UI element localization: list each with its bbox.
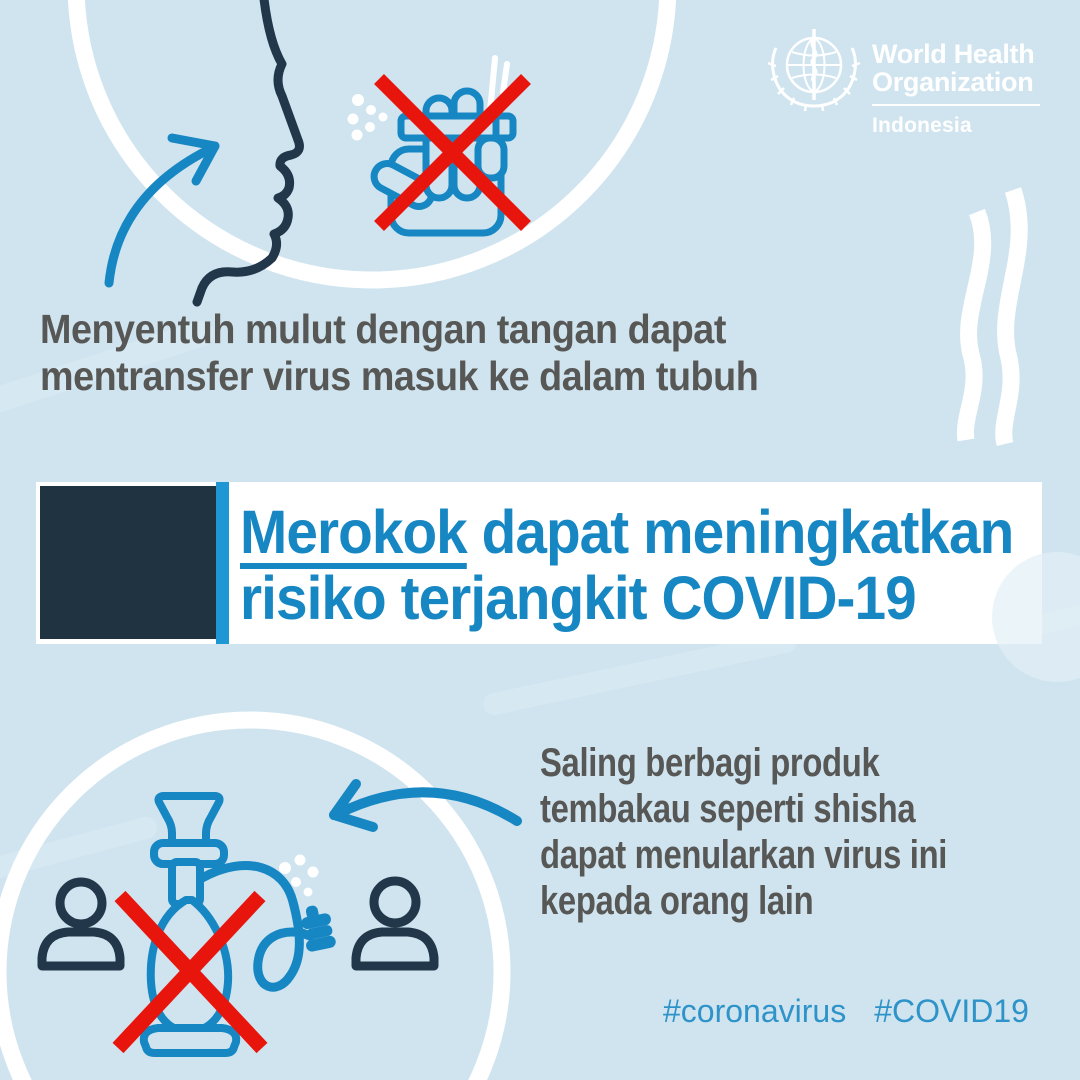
headline-line1-rest: dapat meningkatkan xyxy=(466,498,1014,566)
headline-accent-stripe xyxy=(216,482,229,644)
who-logo xyxy=(764,22,1054,152)
fact-bottom-text xyxy=(540,740,947,924)
top-circle-frame xyxy=(76,0,668,280)
who-logo-divider xyxy=(872,104,1040,106)
who-logo-country: Indonesia xyxy=(872,114,972,137)
headline-text xyxy=(240,499,1013,631)
fact-top-text xyxy=(40,306,758,400)
fact-bottom-line1: Saling berbagi produk xyxy=(540,741,880,785)
fact-bottom-line3: dapat menularkan virus ini xyxy=(540,833,948,877)
headline-underlined-word: Merokok xyxy=(240,498,467,566)
hookah-mouthpiece xyxy=(298,902,337,952)
curved-arrow-icon xyxy=(334,784,517,827)
headline-line1 xyxy=(240,499,1013,565)
who-logo-line2: Organization xyxy=(872,67,1034,97)
person-icon xyxy=(42,882,120,966)
person-icon xyxy=(356,881,434,966)
headline-dark-block xyxy=(40,486,216,639)
droplets-icon xyxy=(348,94,388,141)
hashtags xyxy=(663,993,1029,1029)
who-emblem-icon xyxy=(764,22,864,114)
fact-bottom-line2: tembakau seperti shisha xyxy=(540,787,916,831)
smoke-waves-icon xyxy=(965,190,1019,444)
fact-bottom-line4: kepada orang lain xyxy=(540,879,814,923)
hashtag-coronavirus: #coronavirus xyxy=(663,993,847,1029)
headline-line2: risiko terjangkit COVID-19 xyxy=(240,564,916,632)
fact-top-line1: Menyentuh mulut dengan tangan dapat xyxy=(40,306,726,352)
fact-top-line2: mentransfer virus masuk ke dalam tubuh xyxy=(40,353,759,399)
hashtag-covid19: #COVID19 xyxy=(874,993,1029,1029)
who-logo-line1: World Health xyxy=(872,39,1035,69)
